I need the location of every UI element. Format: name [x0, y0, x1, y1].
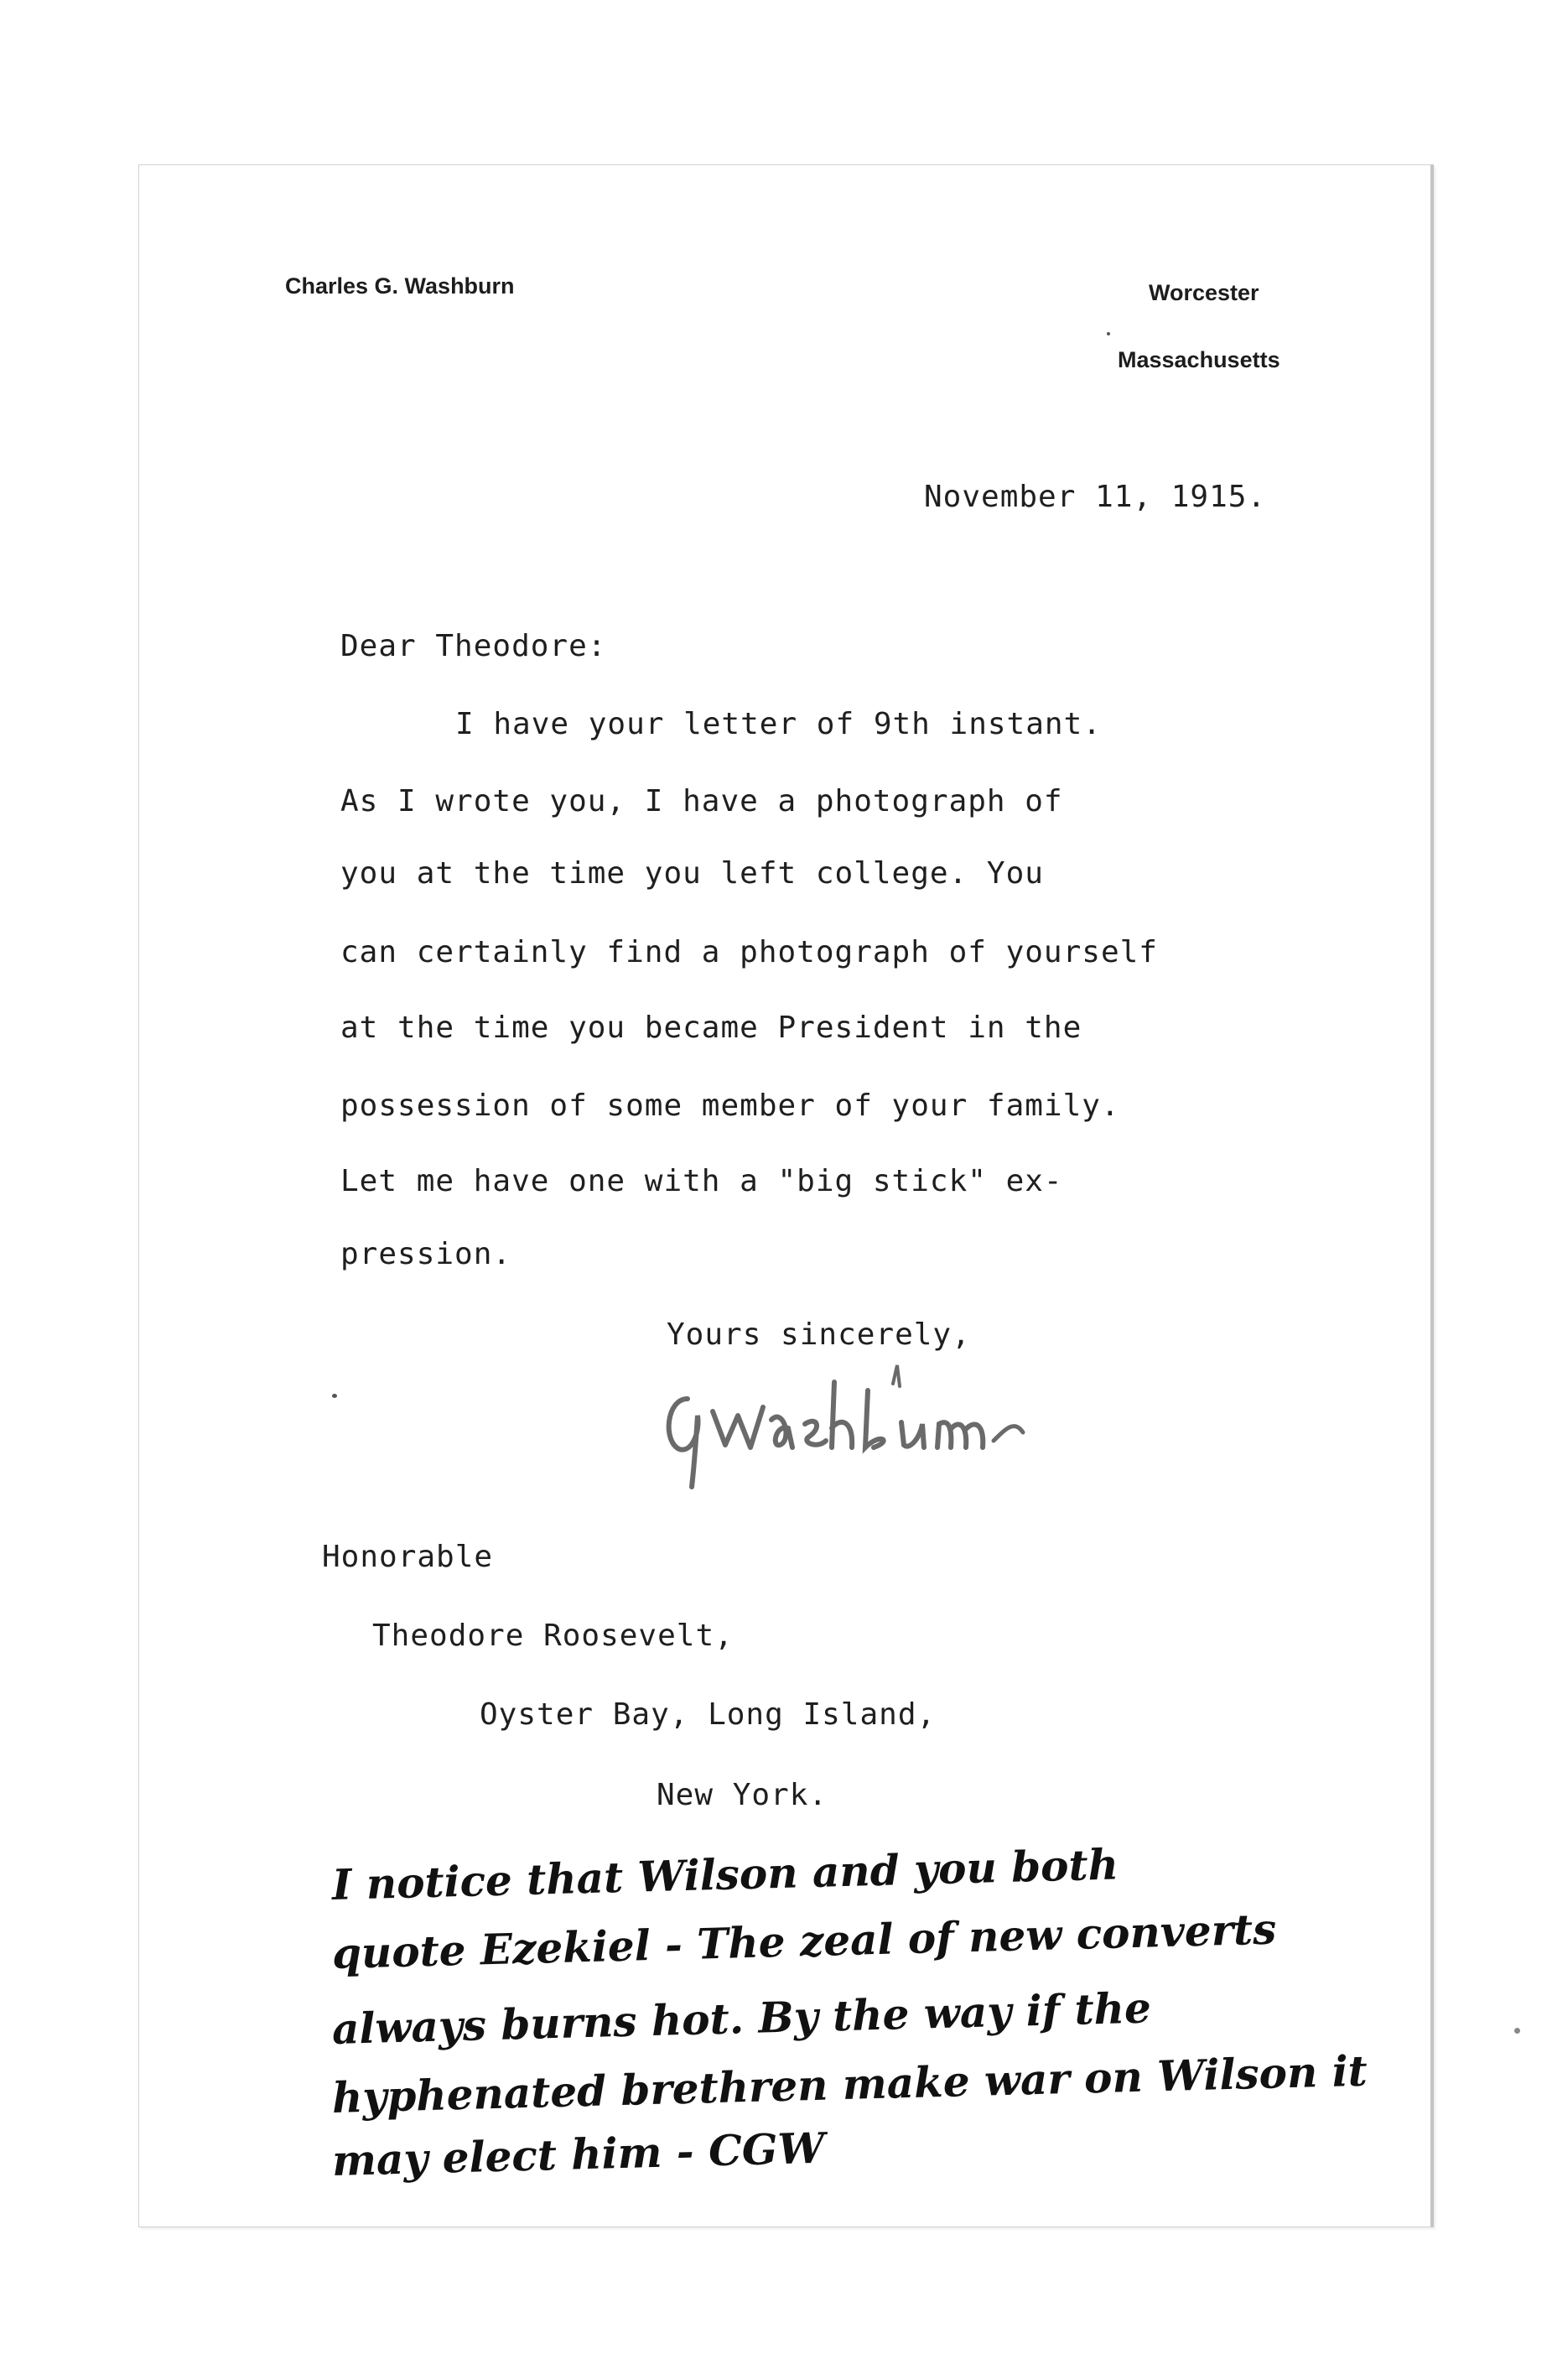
letter-date: November 11, 1915.	[924, 480, 1267, 514]
handwritten-note-line: may elect him - CGW	[331, 2123, 826, 2185]
letterhead-state: Massachusetts	[1118, 347, 1280, 372]
body-line: you at the time you left college. You	[340, 856, 1044, 891]
body-line: I have your letter of 9th instant.	[455, 707, 1102, 741]
address-line-4: New York.	[657, 1778, 828, 1812]
signature	[654, 1348, 1124, 1499]
handwritten-note-line: hyphenated brethren make war on Wilson it	[331, 2045, 1368, 2123]
body-line: As I wrote you, I have a photograph of	[340, 784, 1063, 818]
address-line-3: Oyster Bay, Long Island,	[480, 1697, 937, 1732]
letterhead-name: Charles G. Washburn	[285, 273, 515, 299]
handwritten-note-line: quote Ezekiel - The zeal of new converts	[331, 1904, 1277, 1978]
address-line-1: Honorable	[322, 1540, 494, 1574]
body-line: at the time you became President in the	[340, 1011, 1082, 1045]
salutation: Dear Theodore:	[340, 629, 607, 663]
address-line-2: Theodore Roosevelt,	[372, 1619, 734, 1653]
handwritten-note-line: I notice that Wilson and you both	[331, 1839, 1119, 1910]
handwritten-note-line: always burns hot. By the way if the	[331, 1982, 1152, 2054]
ink-speck	[1514, 2028, 1520, 2034]
body-line: can certainly find a photograph of yourself	[340, 935, 1158, 969]
body-line: pression.	[340, 1237, 512, 1271]
closing: Yours sincerely,	[667, 1317, 971, 1352]
body-line: possession of some member of your family.	[340, 1089, 1120, 1123]
ink-speck	[1107, 332, 1110, 335]
ink-speck	[332, 1394, 337, 1398]
letterhead-city: Worcester	[1149, 280, 1259, 305]
body-line: Let me have one with a "big stick" ex-	[340, 1164, 1063, 1198]
